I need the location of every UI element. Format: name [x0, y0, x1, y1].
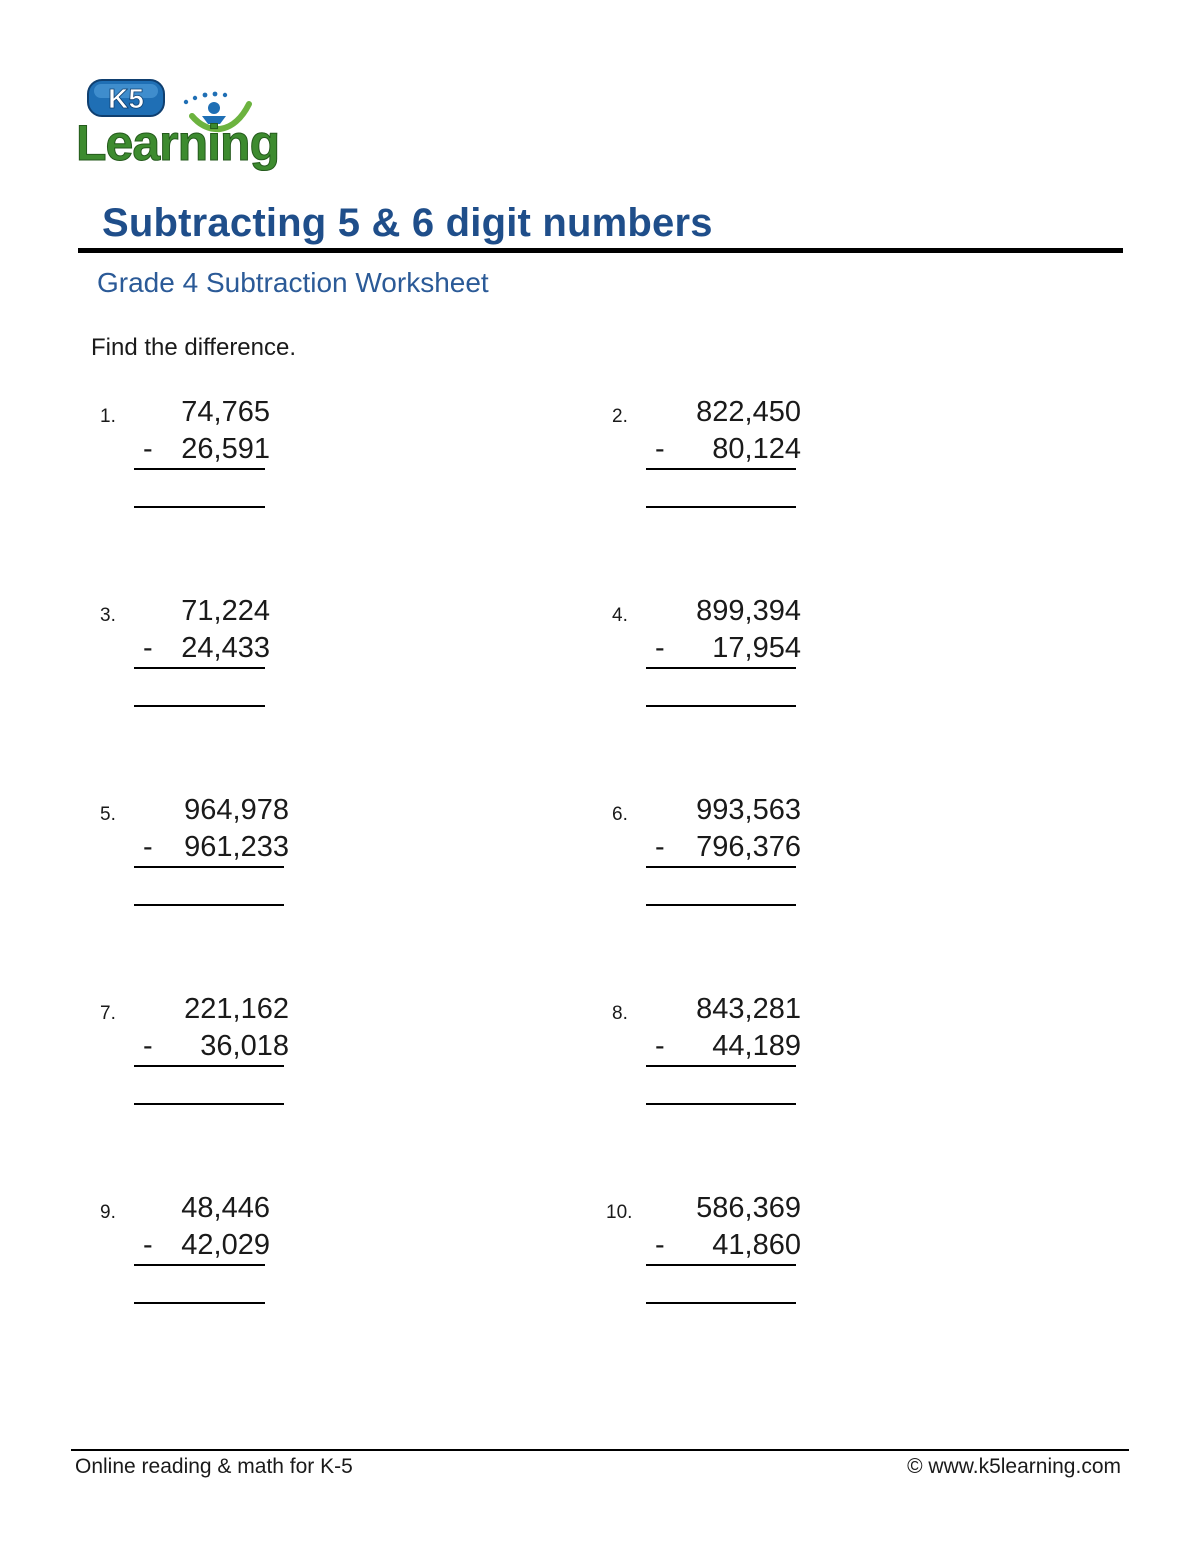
minus-sign: - — [655, 1030, 665, 1062]
footer-tagline: Online reading & math for K-5 — [75, 1455, 353, 1478]
problem-3 — [100, 595, 360, 745]
sum-line — [134, 468, 265, 470]
logo-word-text: Learning — [76, 115, 280, 171]
minuend: 74,765 — [181, 396, 270, 428]
logo-badge-text: K5 — [108, 83, 144, 114]
minus-sign: - — [143, 831, 153, 863]
sum-line — [646, 1065, 796, 1067]
subtrahend: 41,860 — [712, 1229, 801, 1261]
problem-9 — [100, 1192, 360, 1342]
subtrahend: 26,591 — [181, 433, 270, 465]
subtrahend: 42,029 — [181, 1229, 270, 1261]
sum-line — [134, 866, 284, 868]
answer-line[interactable] — [134, 506, 265, 508]
sum-line — [646, 667, 796, 669]
answer-line[interactable] — [646, 1302, 796, 1304]
answer-line[interactable] — [646, 904, 796, 906]
answer-line[interactable] — [134, 1103, 284, 1105]
sum-line — [134, 1065, 284, 1067]
subtrahend: 44,189 — [712, 1030, 801, 1062]
answer-line[interactable] — [646, 1103, 796, 1105]
problem-number: 10. — [606, 1202, 633, 1223]
k5-learning-logo — [74, 76, 296, 172]
sum-line — [646, 468, 796, 470]
problem-7 — [100, 993, 360, 1143]
sum-line — [134, 667, 265, 669]
problem-number: 4. — [612, 605, 628, 626]
subtrahend: 796,376 — [696, 831, 801, 863]
problem-10 — [606, 1192, 866, 1342]
minus-sign: - — [143, 632, 153, 664]
minus-sign: - — [655, 831, 665, 863]
problem-number: 8. — [612, 1003, 628, 1024]
footer-website-link[interactable]: © www.k5learning.com — [907, 1455, 1121, 1478]
minuend: 822,450 — [696, 396, 801, 428]
minus-sign: - — [655, 1229, 665, 1261]
subtrahend: 961,233 — [184, 831, 289, 863]
problem-5 — [100, 794, 360, 944]
problem-8 — [612, 993, 872, 1143]
problem-number: 7. — [100, 1003, 116, 1024]
page-subtitle: Grade 4 Subtraction Worksheet — [97, 267, 489, 298]
minuend: 71,224 — [181, 595, 270, 627]
stars-icon — [184, 92, 227, 105]
minuend: 964,978 — [184, 794, 289, 826]
page-title: Subtracting 5 & 6 digit numbers — [102, 201, 713, 245]
minuend: 899,394 — [696, 595, 801, 627]
minus-sign: - — [655, 632, 665, 664]
problem-6 — [612, 794, 872, 944]
answer-line[interactable] — [646, 705, 796, 707]
subtrahend: 24,433 — [181, 632, 270, 664]
subtrahend: 17,954 — [712, 632, 801, 664]
title-divider — [78, 248, 1123, 253]
problem-number: 6. — [612, 804, 628, 825]
subtrahend: 80,124 — [712, 433, 801, 465]
problem-1 — [100, 396, 360, 546]
answer-line[interactable] — [134, 705, 265, 707]
minuend: 48,446 — [181, 1192, 270, 1224]
problem-number: 5. — [100, 804, 116, 825]
instruction-text: Find the difference. — [91, 334, 297, 361]
minus-sign: - — [655, 433, 665, 465]
problem-number: 9. — [100, 1202, 116, 1223]
sum-line — [646, 1264, 796, 1266]
subtrahend: 36,018 — [200, 1030, 289, 1062]
minus-sign: - — [143, 1229, 153, 1261]
problem-number: 1. — [100, 406, 116, 427]
minus-sign: - — [143, 433, 153, 465]
problem-2 — [612, 396, 872, 546]
answer-line[interactable] — [134, 904, 284, 906]
minus-sign: - — [143, 1030, 153, 1062]
sum-line — [646, 866, 796, 868]
problem-4 — [612, 595, 872, 745]
minuend: 586,369 — [696, 1192, 801, 1224]
problem-number: 2. — [612, 406, 628, 427]
sum-line — [134, 1264, 265, 1266]
footer-divider — [71, 1449, 1129, 1451]
minuend: 221,162 — [184, 993, 289, 1025]
answer-line[interactable] — [134, 1302, 265, 1304]
problem-number: 3. — [100, 605, 116, 626]
minuend: 843,281 — [696, 993, 801, 1025]
k5-badge — [88, 80, 164, 116]
answer-line[interactable] — [646, 506, 796, 508]
minuend: 993,563 — [696, 794, 801, 826]
